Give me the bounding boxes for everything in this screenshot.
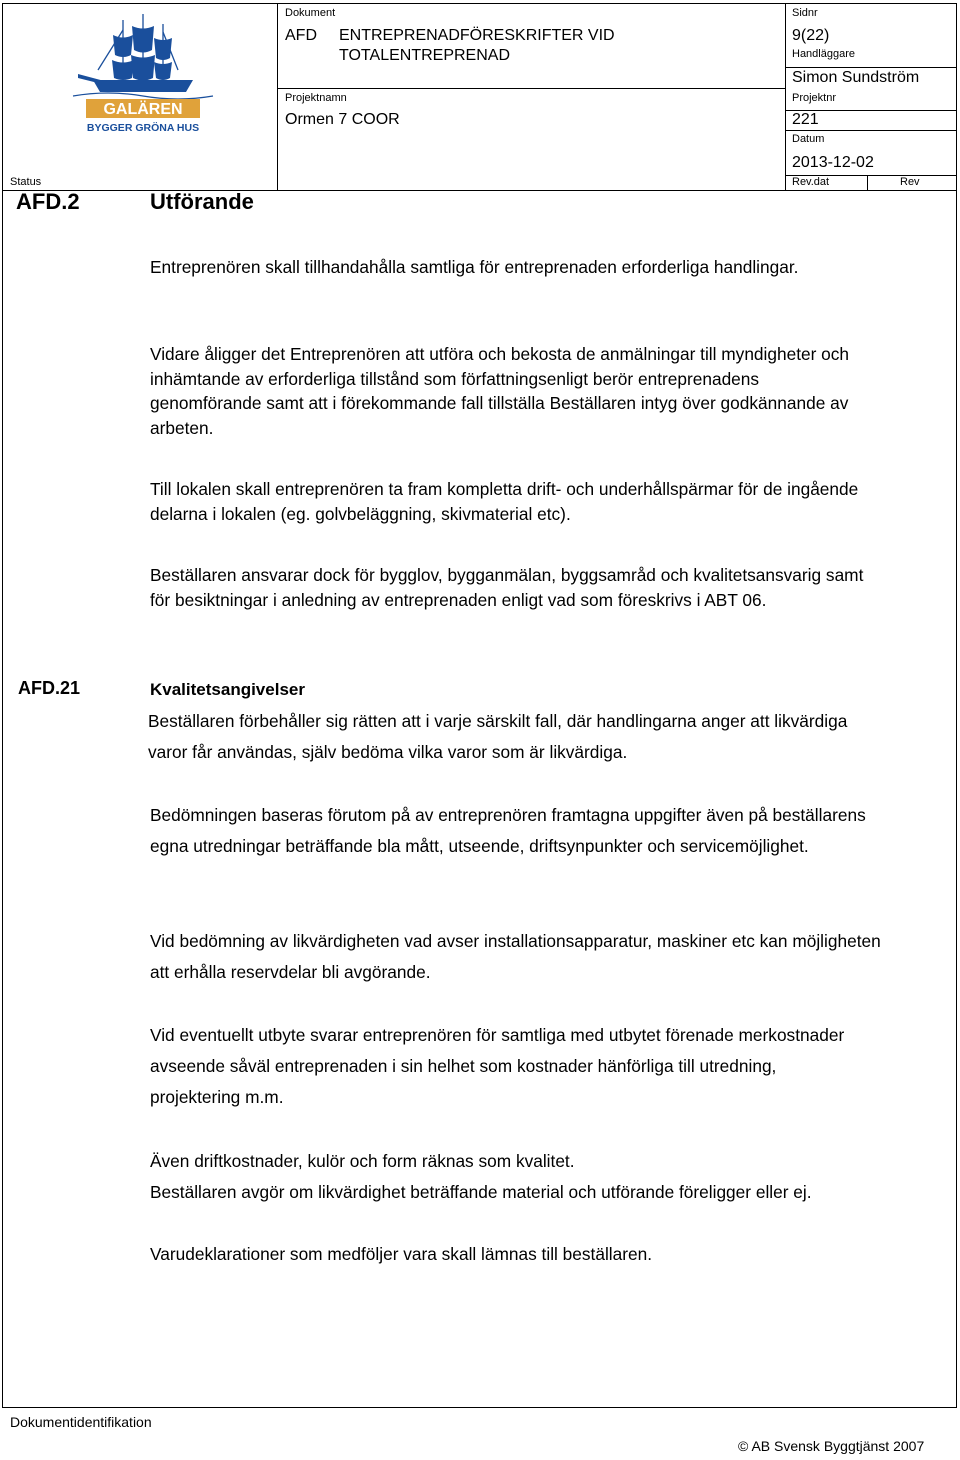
section-paragraph: Entreprenören skall tillhandahålla samtliga för entreprenaden erforderliga handlingar. xyxy=(150,257,799,277)
sidnr-label: Sidnr xyxy=(792,7,818,19)
header-divider xyxy=(867,175,868,190)
subsection-code: AFD.21 xyxy=(18,678,81,698)
section-title: Utförande xyxy=(150,189,254,214)
projektnr-value: 221 xyxy=(792,111,819,128)
subsection-title: Kvalitetsangivelser xyxy=(150,680,305,699)
header-rule xyxy=(277,88,785,89)
rev-label: Rev xyxy=(900,176,920,188)
company-logo xyxy=(68,10,218,135)
status-label: Status xyxy=(10,176,42,188)
datum-label: Datum xyxy=(792,133,825,145)
revdat-label: Rev.dat xyxy=(792,176,830,188)
subsection-paragraph: Vid eventuellt utbyte svarar entreprenören för samtliga med utbytet förenade merkostnader avseende såväl entreprenaden i sin helhet som kostnader hänförliga till utredning, projektering m.m. xyxy=(150,1025,845,1107)
copyright-text: AB Svensk Byggtjänst 2007 xyxy=(751,1438,925,1454)
dokument-label: Dokument xyxy=(285,7,336,19)
final-line: Även driftkostnader, kulör och form räknas som kvalitet. xyxy=(150,1151,575,1171)
subsection-paragraph: Vid bedömning av likvärdigheten vad avser installationsapparatur, maskiner etc kan möjligheten att erhålla reservdelar bli avgörande. xyxy=(150,931,881,982)
final-line: Varudeklarationer som medföljer vara skall lämnas till beställaren. xyxy=(150,1244,653,1264)
header-divider xyxy=(785,3,786,190)
handlaggare-label: Handläggare xyxy=(792,48,855,60)
logo-brand: GALÄREN xyxy=(103,101,183,118)
section-code: AFD.2 xyxy=(16,189,80,214)
section-paragraph: Till lokalen skall entreprenören ta fram kompletta drift- och underhållspärmar för de ingående delarna i lokalen (eg. golvbeläggning, skivmaterial etc). xyxy=(150,479,859,524)
section-paragraph: Beställaren ansvarar dock för bygglov, bygganmälan, byggsamråd och kvalitetsansvarig samt för besiktningar i anledning av entreprenaden enligt vad som föreskrivs i ABT 06. xyxy=(150,565,864,610)
copyright-icon: © xyxy=(738,1438,749,1454)
galleon-ship-icon xyxy=(68,10,218,135)
logo-tagline: BYGGER GRÖNA HUS xyxy=(86,122,200,134)
footer-copyright xyxy=(738,1438,924,1455)
dokument-prefix: AFD xyxy=(285,27,317,44)
footer-doc-id-label: Dokumentidentifikation xyxy=(10,1414,152,1430)
projektnamn-value: Ormen 7 COOR xyxy=(285,111,400,128)
sidnr-value: 9(22) xyxy=(792,27,830,44)
dokument-title-line2: TOTALENTREPRENAD xyxy=(339,47,510,64)
handlaggare-value: Simon Sundström xyxy=(792,69,920,86)
subsection-paragraph: Beställaren förbehåller sig rätten att i varje särskilt fall, där handlingarna anger att likvärdiga varor får användas, själv bedöma vilka varor som är likvärdiga. xyxy=(148,711,848,762)
header-rule xyxy=(785,130,957,131)
subsection-paragraph: Bedömningen baseras förutom på av entreprenören framtagna uppgifter även på beställarens egna utredningar beträffande bla mått, utseende, driftsynpunkter och servicemöjlighet. xyxy=(150,805,866,856)
projektnamn-label: Projektnamn xyxy=(285,92,347,104)
section-paragraph: Vidare åligger det Entreprenören att utföra och bekosta de anmälningar till myndigheter och inhämtande av erforderliga tillstånd som författningsenligt berör entreprenadens genomförande samt att i förekommande fall tillställa Beställaren intyg över godkännande av arbeten. xyxy=(150,344,850,438)
header-divider xyxy=(277,3,278,190)
projektnr-label: Projektnr xyxy=(792,92,837,104)
datum-value: 2013-12-02 xyxy=(792,154,874,171)
dokument-title-line1: ENTREPRENADFÖRESKRIFTER VID xyxy=(339,27,615,44)
final-line: Beställaren avgör om likvärdighet beträffande material och utförande föreligger eller ej. xyxy=(150,1182,812,1202)
header-bottom-rule xyxy=(2,190,957,191)
